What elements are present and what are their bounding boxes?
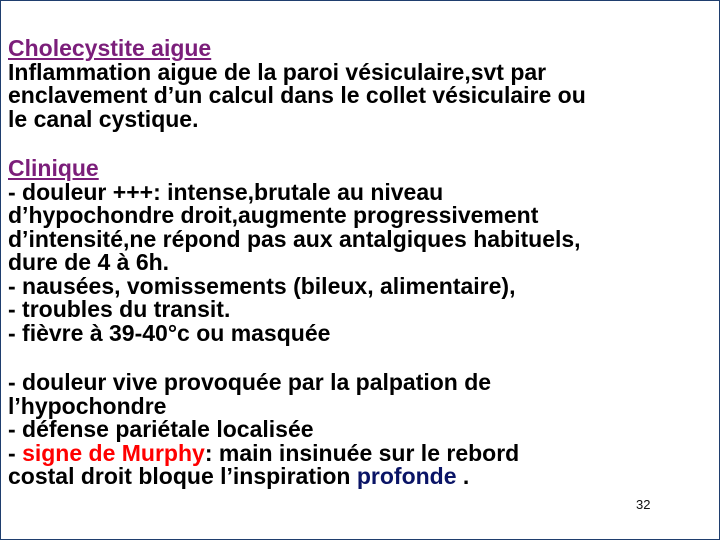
definition-block: [8, 37, 713, 131]
definition-line: enclavement d’un calcul dans le collet vésiculaire ou: [8, 82, 586, 108]
clinical-line: - nausées, vomissements (bileux, alimentaire),: [8, 272, 516, 299]
murphy-description: : main insinuée sur le rebord: [204, 439, 520, 466]
exam-line: - défense pariétale localisée: [8, 416, 314, 442]
definition-line: le canal cystique.: [8, 105, 199, 132]
murphy-continuation-line: [8, 465, 713, 489]
murphy-continuation-text: costal droit bloque l’inspiration: [8, 463, 357, 489]
clinical-line: d’intensité,ne répond pas aux antalgiques habituels,: [8, 225, 581, 252]
line-end-period: .: [456, 463, 470, 489]
exam-line: - douleur vive provoquée par la palpation de: [8, 369, 492, 395]
page-number: 32: [636, 497, 651, 512]
clinical-line: - fièvre à 39-40°c ou masquée: [8, 319, 331, 346]
section-title-cholecystite: Cholecystite aigue: [8, 35, 212, 61]
clinical-block: [8, 157, 713, 345]
clinical-line: dure de 4 à 6h.: [8, 249, 170, 275]
murphy-sign: signe de Murphy: [22, 439, 205, 466]
exam-line: l’hypochondre: [8, 392, 167, 419]
exam-block: [8, 371, 713, 489]
emphasis-profonde: profonde: [356, 463, 457, 489]
murphy-prefix: -: [8, 439, 23, 466]
murphy-line: [8, 439, 713, 466]
clinical-line: d’hypochondre droit,augmente progressivement: [8, 202, 539, 228]
clinical-line: - troubles du transit.: [8, 296, 231, 322]
clinical-line: - douleur +++: intense,brutale au niveau: [8, 178, 444, 205]
definition-line: Inflammation aigue de la paroi vésiculaire,svt par: [8, 58, 547, 85]
section-title-clinique: Clinique: [8, 155, 99, 181]
